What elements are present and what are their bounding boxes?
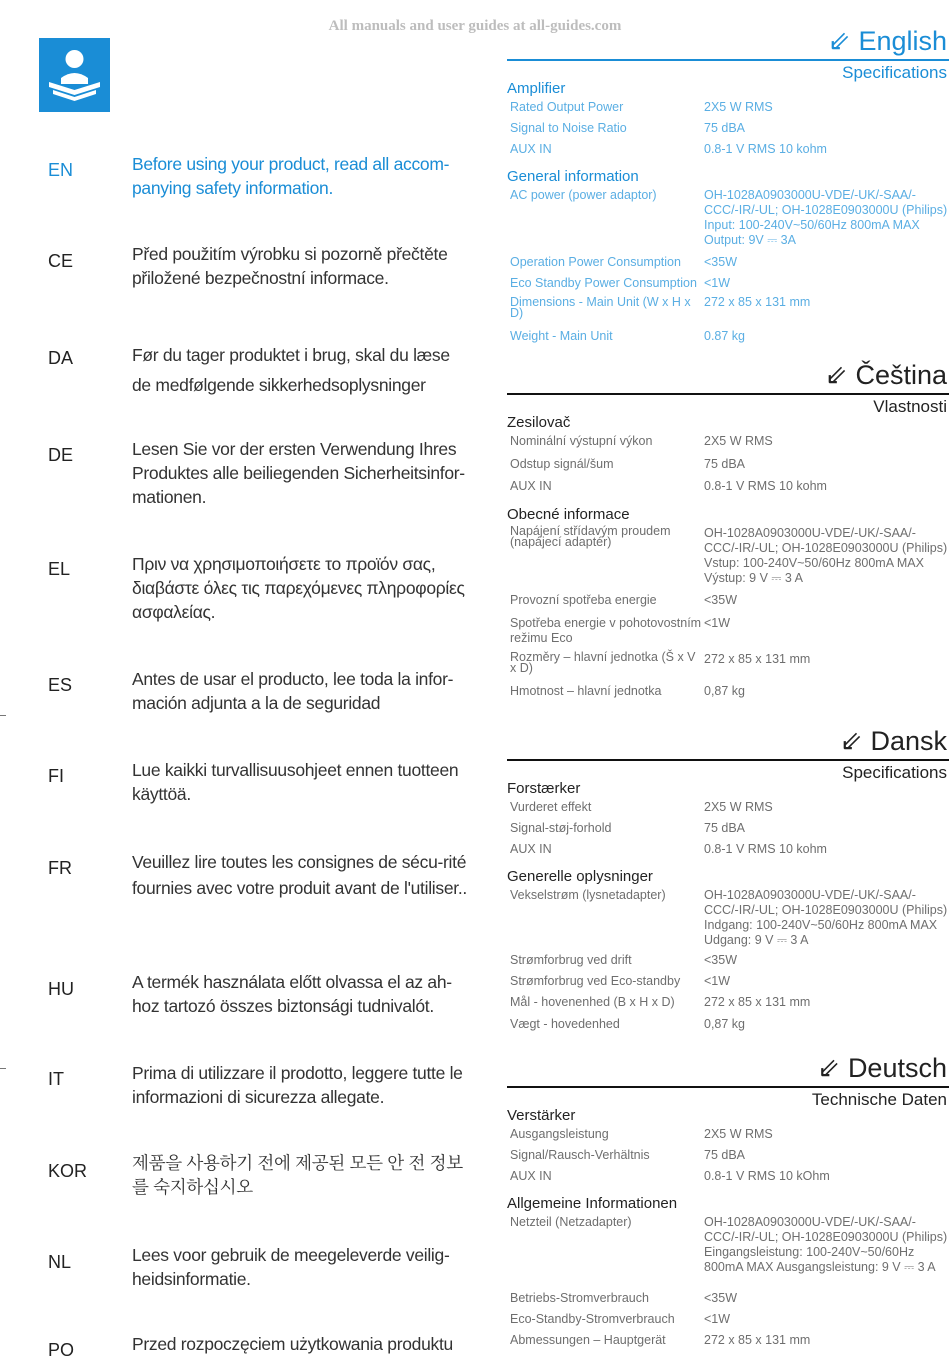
margin-tick [0,1068,6,1069]
spec-row: Eco Standby Power Consumption <1W [510,276,731,290]
spec-row: Hmotnost – hlavní jednotka 0,87 kg [510,684,746,698]
lang-code-de: DE [48,445,74,465]
section-divider [507,759,949,761]
lang-code-el: EL [48,559,71,579]
spec-row: Strømforbrug ved Eco-standby <1W [510,974,731,988]
spec-row: Mål - hovenenhed (B x H x D) 272 x 85 x 131 mm [510,995,811,1009]
spec-row: Rated Output Power 2X5 W RMS [510,100,773,114]
lang-code-nl: NL [48,1252,72,1272]
spec-row: Eco-Standby-Stromverbrauch <1W [510,1312,731,1326]
lang-code-kor: KOR [48,1161,88,1181]
spec-row: AUX IN 0.8-1 V RMS 10 kohm [510,842,827,856]
spec-group-title: Forstærker [507,780,581,797]
spec-subtitle: Vlastnosti [873,397,947,416]
spec-row: Ausgangsleistung 2X5 W RMS [510,1127,773,1141]
spec-row: Betriebs-Stromverbrauch <35W [510,1291,738,1305]
spec-group-title: Verstärker [507,1107,576,1124]
spec-language-title: ⇙ English [827,26,947,56]
lang-code-it: IT [48,1069,64,1089]
spec-language-title: ⇙ Čeština [824,360,947,390]
spec-row: Signal to Noise Ratio 75 dBA [510,121,746,135]
spec-row: Strømforbrug ved drift <35W [510,953,738,967]
spec-table [507,78,949,350]
lang-code-fi: FI [48,766,64,786]
spec-row: Weight - Main Unit 0.87 kg [510,329,746,343]
spec-group-title: General information [507,168,639,185]
spec-row: Vekselstrøm (lysnetadapter) OH-1028A0903000U-VDE/-UK/-SAA/-CCC/-IR/-UL; OH-1028E0903000U (Philips) Indgang: 100-240V~50/60Hz 800mA MAX Udgang: 9 V ⎓ 3 A [510,888,948,947]
spec-section-cestina [507,360,949,710]
spec-row: AC power (power adaptor) OH-1028A0903000U-VDE/-UK/-SAA/-CCC/-IR/-UL; OH-1028E0903000U (Philips) Input: 100-240V~50/60Hz 800mA MAX Output: 9V ⎓ 3A [510,188,948,247]
lang-code-po: PO [48,1340,75,1360]
lang-code-ce: CE [48,251,74,271]
spec-group-title: Generelle oplysninger [507,868,653,885]
spec-table [507,778,949,1038]
spec-language-title: ⇙ Deutsch [817,1053,947,1083]
lang-code-hu: HU [48,979,74,999]
watermark-text: All manuals and user guides at all-guides.com [328,18,622,34]
spec-row: Spotřeba energie v pohotovostním režimu Eco <1W [510,616,731,645]
spec-row: Nominální výstupní výkon 2X5 W RMS [510,434,773,448]
safety-text-es: Antes de usar el producto, lee toda la infor-mación adjunta a la de seguridad [132,669,454,713]
lang-code-en: EN [48,160,74,180]
safety-text-ce: Před použitím výrobku si pozorně přečtěte přiložené bezpečnostní informace. [132,244,448,288]
spec-row: Odstup signál/šum 75 dBA [510,457,746,471]
spec-language-title: ⇙ Dansk [839,726,947,756]
safety-text-en: Before using your product, read all accom-panying safety information. [132,154,450,198]
safety-text-nl: Lees voor gebruik de meegeleverde veilig-heidsinformatie. [132,1245,450,1289]
spec-row: AUX IN 0.8-1 V RMS 10 kohm [510,479,827,493]
spec-section-english [507,26,949,356]
lang-code-es: ES [48,675,73,695]
spec-group-title: Obecné informace [507,506,630,523]
spec-group-title: Amplifier [507,80,566,97]
safety-text-fr: Veuillez lire toutes les consignes de sécu-rité fournies avec votre produit avant de l'utiliser.. [132,852,467,898]
spec-row: AUX IN 0.8-1 V RMS 10 kohm [510,142,827,156]
spec-subtitle: Specifications [842,63,947,82]
spec-row: Napájení střídavým proudem (napájecí adaptér) OH-1028A0903000U-VDE/-UK/-SAA/-CCC/-IR/-UL; OH-1028E0903000U (Philips) Vstup: 100-240V~50/60Hz 800mA MAX Výstup: 9 V ⎓ 3 A [510,524,948,585]
spec-row: Abmessungen – Hauptgerät 272 x 85 x 131 mm [510,1333,811,1347]
margin-tick [0,715,6,716]
arrow-down-left-icon: ⇙ [839,726,863,756]
safety-text-it: Prima di utilizzare il prodotto, leggere tutte le informazioni di sicurezza allegate. [132,1063,463,1107]
safety-text-el: Πριν να χρησιμοποιήσετε το προϊόν σας, διαβάστε όλες τις παρεχόμενες πληροφορίες ασφαλείας. [132,554,465,622]
spec-row: Provozní spotřeba energie <35W [510,593,738,607]
safety-text-kor: 제품을 사용하기 전에 제공된 모든 안 전 정보를 숙지하십시오 [132,1153,463,1197]
spec-subtitle: Specifications [842,763,947,782]
spec-row: Dimensions - Main Unit (W x H x D) 272 x 85 x 131 mm [510,295,811,320]
read-manual-icon [39,38,110,112]
spec-section-deutsch [507,1053,949,1352]
spec-table [507,412,949,705]
arrow-down-left-icon: ⇙ [824,360,848,390]
arrow-down-left-icon: ⇙ [817,1053,840,1083]
lang-code-da: DA [48,348,74,368]
spec-row: Netzteil (Netzadapter) OH-1028A0903000U-VDE/-UK/-SAA/-CCC/-IR/-UL; OH-1028E0903000U (Philips) Eingangsleistung: 100-240V~50/60Hz 800mA MAX Ausgangsleistung: 9 V ⎓ 3 A [510,1215,948,1274]
lang-code-fr: FR [48,858,72,878]
safety-text-da: Før du tager produktet i brug, skal du læse de medfølgende sikkerhedsoplysninger [132,345,450,395]
spec-row: Operation Power Consumption <35W [510,255,738,269]
spec-group-title: Zesilovač [507,414,571,431]
spec-table [507,1105,949,1352]
spec-row: Signal/Rausch-Verhältnis 75 dBA [510,1148,746,1162]
safety-text-po: Przed rozpoczęciem użytkowania produktu [132,1334,453,1354]
spec-row: AUX IN 0.8-1 V RMS 10 kOhm [510,1169,830,1183]
section-divider [507,393,949,395]
spec-row: Vægt - hovedenhed 0,87 kg [510,1017,746,1031]
arrow-down-left-icon: ⇙ [827,26,851,56]
spec-group-title: Allgemeine Informationen [507,1195,678,1212]
spec-row: Signal-støj-forhold 75 dBA [510,821,746,835]
spec-subtitle: Technische Daten [811,1090,947,1109]
section-divider [507,59,949,61]
safety-text-fi: Lue kaikki turvallisuusohjeet ennen tuotteen käyttöä. [132,760,459,804]
spec-row: Vurderet effekt 2X5 W RMS [510,800,773,814]
safety-text-de: Lesen Sie vor der ersten Verwendung Ihres Produktes alle beiliegenden Sicherheitsinfor-mationen. [132,439,465,507]
section-divider [507,1086,949,1088]
spec-section-dansk [507,726,949,1056]
spec-row: Rozměry – hlavní jednotka (Š x V x D) 272 x 85 x 131 mm [510,650,811,675]
safety-text-hu: A termék használata előtt olvassa el az ah-hoz tartozó összes biztonsági tudnivalót. [132,972,452,1016]
